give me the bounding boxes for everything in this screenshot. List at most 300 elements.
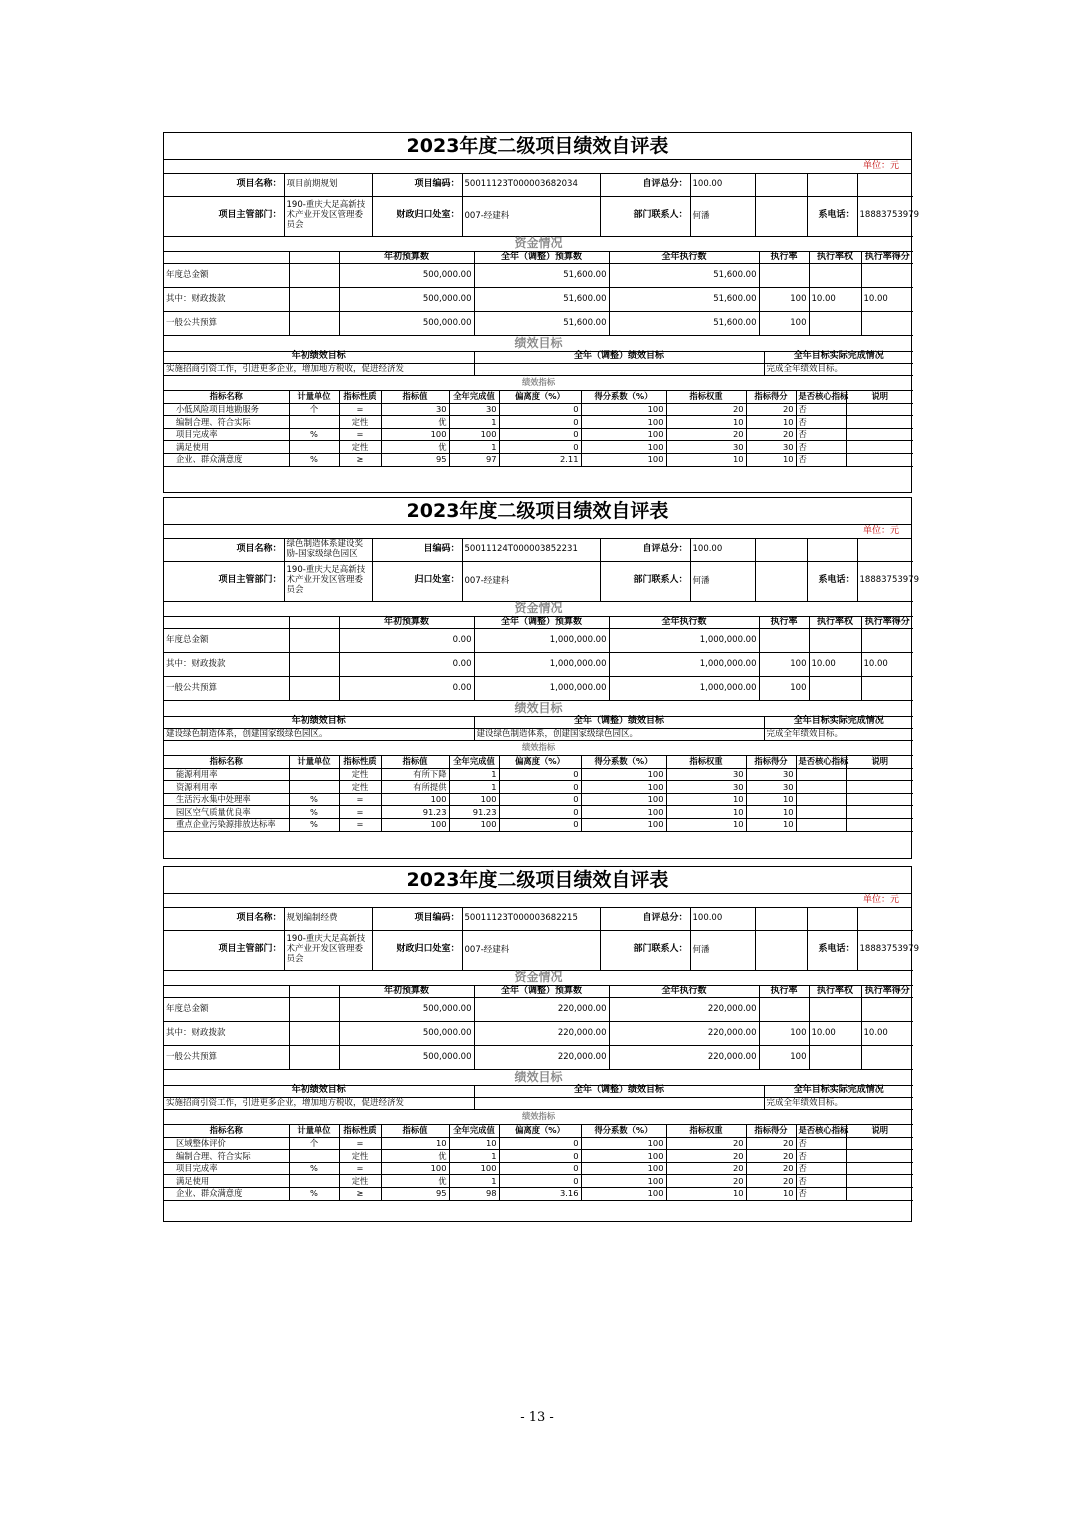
dept-value: 190-重庆大足高新技术产业开发区管理委员会	[284, 196, 372, 236]
table-row	[164, 403, 913, 416]
project-name-value: 规划编制经费	[284, 908, 372, 930]
indicator-cell	[796, 781, 846, 794]
indicator-header: 指标权重	[666, 1125, 746, 1138]
fund-executed: 1,000,000.00	[609, 677, 759, 701]
indicator-cell: 30	[381, 403, 449, 416]
goal-header: 全年目标实际完成情况	[764, 351, 913, 363]
indicator-cell	[289, 768, 339, 781]
section-indicators: 绩效指标	[164, 741, 913, 756]
indicator-cell: 0	[499, 441, 581, 454]
indicator-header: 计量单位	[289, 391, 339, 404]
indicator-cell: 有所提供	[381, 781, 449, 794]
fund-header: 全年（调整）预算数	[474, 986, 609, 998]
indicator-cell: %	[289, 428, 339, 441]
indicator-cell: ≥	[339, 453, 381, 466]
empty-cell	[807, 174, 857, 196]
indicator-cell: 优	[381, 441, 449, 454]
indicator-header: 指标性质	[339, 756, 381, 769]
indicator-cell: 10	[381, 1137, 449, 1150]
fund-weight: 10.00	[809, 1022, 861, 1046]
indicator-cell: 否	[796, 441, 846, 454]
goal-header: 年初绩效目标	[164, 716, 474, 728]
score-label: 自评总分：	[600, 539, 690, 561]
goal-initial: 实施招商引资工作，引进更多企业，增加地方税收，促进经济发	[164, 1097, 474, 1109]
indicator-cell: 98	[449, 1187, 499, 1200]
indicator-cell: 100	[581, 806, 666, 819]
fund-executed: 51,600.00	[609, 312, 759, 336]
indicator-cell: 有所下降	[381, 768, 449, 781]
funds-table	[164, 237, 913, 337]
fund-header: 执行率	[759, 252, 809, 264]
fund-header: 执行率	[759, 617, 809, 629]
fund-row-name: 年度总金额	[164, 629, 289, 653]
fund-initial: 0.00	[339, 629, 474, 653]
indicator-cell: 0	[499, 768, 581, 781]
fund-header: 年初预算数	[339, 986, 474, 998]
finance-label: 财政归口处室：	[372, 196, 462, 236]
fund-header: 执行率权	[809, 252, 861, 264]
finance-label: 财政归口处室：	[372, 930, 462, 970]
project-name-label: 项目名称：	[164, 174, 284, 196]
score-value: 100.00	[690, 908, 755, 930]
indicator-cell: 20	[746, 1150, 796, 1163]
table-row	[164, 793, 913, 806]
project-info-table	[164, 174, 919, 237]
indicator-cell: 0	[499, 1175, 581, 1188]
indicator-cell: 100	[449, 1162, 499, 1175]
indicator-cell: %	[289, 806, 339, 819]
fund-initial: 500,000.00	[339, 312, 474, 336]
indicator-cell: ≥	[339, 1187, 381, 1200]
section-indicators: 绩效指标	[164, 1110, 913, 1125]
indicator-cell	[289, 1175, 339, 1188]
fund-row-name: 其中：财政拨款	[164, 288, 289, 312]
finance-value: 007-经建科	[462, 561, 600, 601]
indicator-cell	[846, 1187, 913, 1200]
table-row	[164, 1137, 913, 1150]
indicators-table	[164, 741, 913, 832]
indicator-cell: 30	[666, 441, 746, 454]
indicator-cell: 编制合理、符合实际	[164, 1150, 289, 1163]
indicators-table	[164, 376, 913, 467]
table-row	[164, 1187, 913, 1200]
page-number: - 13 -	[520, 1410, 554, 1425]
indicator-cell: 满足使用	[164, 1175, 289, 1188]
indicator-cell: 1	[449, 768, 499, 781]
indicator-cell: 1	[449, 441, 499, 454]
goals-table	[164, 336, 913, 376]
goal-header: 全年目标实际完成情况	[764, 1085, 913, 1097]
fund-initial: 500,000.00	[339, 1046, 474, 1070]
goal-actual: 完成全年绩效目标。	[764, 1097, 913, 1109]
indicator-cell: 10	[666, 793, 746, 806]
indicator-cell: 项目完成率	[164, 1162, 289, 1175]
indicator-cell: 95	[381, 1187, 449, 1200]
fund-header: 全年执行数	[609, 252, 759, 264]
indicator-cell: 100	[381, 793, 449, 806]
fund-score	[861, 1046, 913, 1070]
form-title: 2023年度二级项目绩效自评表	[164, 867, 911, 894]
empty-cell	[807, 908, 857, 930]
fund-adjusted: 220,000.00	[474, 1022, 609, 1046]
indicator-cell: 企业、群众满意度	[164, 1187, 289, 1200]
indicator-cell: 否	[796, 453, 846, 466]
dept-label: 项目主管部门：	[164, 930, 284, 970]
finance-label: 归口处室：	[372, 561, 462, 601]
indicator-cell: 10	[449, 1137, 499, 1150]
fund-header: 执行率权	[809, 986, 861, 998]
fund-row-name: 一般公共预算	[164, 312, 289, 336]
fund-score	[861, 677, 913, 701]
fund-weight	[809, 629, 861, 653]
score-value: 100.00	[690, 539, 755, 561]
unit-label: 单位：元	[164, 160, 911, 174]
indicator-header: 指标得分	[746, 391, 796, 404]
empty-cell	[289, 998, 339, 1022]
fund-header: 全年（调整）预算数	[474, 617, 609, 629]
phone-label: 系电话：	[807, 561, 857, 601]
indicator-cell: 定性	[339, 416, 381, 429]
fund-weight: 10.00	[809, 288, 861, 312]
table-row	[164, 441, 913, 454]
indicator-cell: 95	[381, 453, 449, 466]
fund-rate: 100	[759, 288, 809, 312]
indicator-cell: 0	[499, 806, 581, 819]
indicator-cell: 0	[499, 416, 581, 429]
fund-executed: 220,000.00	[609, 1022, 759, 1046]
indicator-cell: 91.23	[381, 806, 449, 819]
indicator-cell	[846, 768, 913, 781]
indicator-cell	[846, 1175, 913, 1188]
indicator-cell	[289, 441, 339, 454]
fund-initial: 500,000.00	[339, 288, 474, 312]
indicator-cell: 100	[581, 441, 666, 454]
fund-score	[861, 264, 913, 288]
goals-table	[164, 701, 913, 741]
fund-row-name: 一般公共预算	[164, 1046, 289, 1070]
indicator-cell: %	[289, 1162, 339, 1175]
indicator-cell: 10	[666, 416, 746, 429]
fund-score	[861, 998, 913, 1022]
fund-header: 执行率	[759, 986, 809, 998]
empty-cell	[857, 539, 913, 561]
project-info-table	[164, 908, 919, 971]
goal-header: 全年目标实际完成情况	[764, 716, 913, 728]
fund-header: 年初预算数	[339, 617, 474, 629]
indicator-cell	[289, 1150, 339, 1163]
indicator-cell: 30	[666, 781, 746, 794]
contact-value: 何潘	[690, 561, 755, 601]
contact-label: 部门联系人：	[600, 561, 690, 601]
indicator-header: 指标权重	[666, 391, 746, 404]
fund-adjusted: 1,000,000.00	[474, 629, 609, 653]
empty-cell	[289, 629, 339, 653]
indicator-cell: =	[339, 403, 381, 416]
empty-cell	[755, 196, 807, 236]
indicator-cell: 20	[666, 403, 746, 416]
indicator-cell: 0	[499, 403, 581, 416]
evaluation-form	[163, 866, 919, 1222]
indicator-cell: %	[289, 818, 339, 831]
indicator-header: 得分系数（%）	[581, 1125, 666, 1138]
indicator-cell: 重点企业污染源排放达标率	[164, 818, 289, 831]
indicator-cell: 0	[499, 818, 581, 831]
indicator-cell: 100	[449, 793, 499, 806]
fund-row-name: 其中：财政拨款	[164, 1022, 289, 1046]
table-row	[164, 1150, 913, 1163]
indicator-cell: 0	[499, 1137, 581, 1150]
indicator-header: 计量单位	[289, 756, 339, 769]
form-title: 2023年度二级项目绩效自评表	[164, 133, 911, 160]
project-name-label: 项目名称：	[164, 908, 284, 930]
indicator-header: 偏离度（%）	[499, 1125, 581, 1138]
section-goals: 绩效目标	[164, 336, 913, 351]
section-indicators: 绩效指标	[164, 376, 913, 391]
fund-header: 全年执行数	[609, 986, 759, 998]
indicator-cell: 0	[499, 428, 581, 441]
contact-label: 部门联系人：	[600, 930, 690, 970]
empty-cell	[164, 252, 289, 264]
section-funds: 资金情况	[164, 237, 913, 252]
indicator-cell: 10	[666, 1187, 746, 1200]
indicator-header: 指标名称	[164, 1125, 289, 1138]
fund-header: 执行率得分	[861, 252, 913, 264]
goal-initial: 建设绿色制造体系，创建国家级绿色园区。	[164, 728, 474, 740]
indicator-cell: 100	[581, 1175, 666, 1188]
fund-rate: 100	[759, 653, 809, 677]
indicator-cell: 小低风险项目地勘服务	[164, 403, 289, 416]
fund-executed: 220,000.00	[609, 998, 759, 1022]
indicator-cell	[846, 1162, 913, 1175]
indicator-cell: 100	[581, 403, 666, 416]
indicator-header: 说明	[846, 391, 913, 404]
fund-score: 10.00	[861, 288, 913, 312]
indicator-cell	[846, 403, 913, 416]
fund-adjusted: 220,000.00	[474, 998, 609, 1022]
goal-header: 全年（调整）绩效目标	[474, 1085, 764, 1097]
indicator-header: 指标名称	[164, 756, 289, 769]
indicator-cell: 100	[581, 793, 666, 806]
indicator-header: 说明	[846, 756, 913, 769]
empty-cell	[857, 908, 913, 930]
indicator-cell: 定性	[339, 1175, 381, 1188]
indicator-header: 计量单位	[289, 1125, 339, 1138]
fund-weight: 10.00	[809, 653, 861, 677]
indicator-cell: =	[339, 806, 381, 819]
fund-weight	[809, 998, 861, 1022]
fund-rate	[759, 264, 809, 288]
dept-label: 项目主管部门：	[164, 196, 284, 236]
fund-initial: 500,000.00	[339, 1022, 474, 1046]
indicator-cell: 10	[666, 806, 746, 819]
empty-cell	[289, 1022, 339, 1046]
dept-label: 项目主管部门：	[164, 561, 284, 601]
fund-rate: 100	[759, 312, 809, 336]
indicator-cell: 企业、群众满意度	[164, 453, 289, 466]
goal-initial: 实施招商引资工作，引进更多企业，增加地方税收，促进经济发	[164, 363, 474, 375]
fund-row-name: 其中：财政拨款	[164, 653, 289, 677]
indicator-cell: 20	[666, 1150, 746, 1163]
goal-adjusted: 建设绿色制造体系，创建国家级绿色园区。	[474, 728, 764, 740]
indicator-cell: 100	[581, 428, 666, 441]
empty-cell	[289, 288, 339, 312]
indicator-cell: 20	[746, 1137, 796, 1150]
indicator-header: 是否核心指标	[796, 1125, 846, 1138]
indicator-cell: 否	[796, 403, 846, 416]
indicator-cell: 0	[499, 781, 581, 794]
fund-adjusted: 1,000,000.00	[474, 677, 609, 701]
indicator-cell	[846, 1150, 913, 1163]
indicator-cell: 100	[581, 781, 666, 794]
indicator-cell: 10	[746, 1187, 796, 1200]
indicator-cell: 100	[581, 1137, 666, 1150]
fund-score	[861, 312, 913, 336]
indicator-header: 是否核心指标	[796, 391, 846, 404]
indicator-header: 指标权重	[666, 756, 746, 769]
indicator-header: 偏离度（%）	[499, 391, 581, 404]
fund-rate	[759, 629, 809, 653]
indicator-cell: 100	[381, 1162, 449, 1175]
project-code-value: 50011123T000003682215	[462, 908, 600, 930]
fund-executed: 1,000,000.00	[609, 629, 759, 653]
empty-cell	[289, 252, 339, 264]
indicator-cell	[846, 781, 913, 794]
empty-cell	[755, 561, 807, 601]
indicator-cell: 2.11	[499, 453, 581, 466]
indicator-cell: 个	[289, 403, 339, 416]
indicator-cell: 否	[796, 1137, 846, 1150]
indicator-cell: 10	[666, 453, 746, 466]
indicator-cell: 3.16	[499, 1187, 581, 1200]
indicator-cell: 否	[796, 428, 846, 441]
indicator-cell: 否	[796, 416, 846, 429]
indicator-cell	[796, 793, 846, 806]
fund-header: 执行率得分	[861, 617, 913, 629]
indicator-header: 指标名称	[164, 391, 289, 404]
fund-executed: 51,600.00	[609, 264, 759, 288]
indicator-cell: =	[339, 818, 381, 831]
fund-score	[861, 629, 913, 653]
indicator-header: 指标性质	[339, 391, 381, 404]
table-row	[164, 428, 913, 441]
project-code-label: 目编码：	[372, 539, 462, 561]
section-funds: 资金情况	[164, 971, 913, 986]
table-row	[164, 818, 913, 831]
indicator-cell: 否	[796, 1175, 846, 1188]
indicator-cell: 优	[381, 1150, 449, 1163]
indicator-cell: 20	[746, 1162, 796, 1175]
indicator-cell: 0	[499, 1162, 581, 1175]
indicator-header: 得分系数（%）	[581, 391, 666, 404]
goal-actual: 完成全年绩效目标。	[764, 728, 913, 740]
fund-rate: 100	[759, 1046, 809, 1070]
indicator-cell: 91.23	[449, 806, 499, 819]
empty-cell	[857, 174, 913, 196]
goal-actual: 完成全年绩效目标。	[764, 363, 913, 375]
project-code-value: 50011124T000003852231	[462, 539, 600, 561]
indicator-header: 指标性质	[339, 1125, 381, 1138]
fund-header: 执行率得分	[861, 986, 913, 998]
empty-cell	[289, 986, 339, 998]
indicator-cell	[289, 416, 339, 429]
indicator-cell: 10	[746, 453, 796, 466]
phone-label: 系电话：	[807, 196, 857, 236]
empty-cell	[289, 264, 339, 288]
indicator-cell: 0	[499, 793, 581, 806]
fund-adjusted: 51,600.00	[474, 312, 609, 336]
finance-value: 007-经建科	[462, 930, 600, 970]
project-code-label: 项目编码：	[372, 908, 462, 930]
form-title: 2023年度二级项目绩效自评表	[164, 498, 911, 525]
table-row	[164, 1175, 913, 1188]
project-code-value: 50011123T000003682034	[462, 174, 600, 196]
indicator-cell: 0	[499, 1150, 581, 1163]
indicator-cell: 10	[746, 416, 796, 429]
goals-table	[164, 1070, 913, 1110]
section-funds: 资金情况	[164, 602, 913, 617]
indicator-cell: 项目完成率	[164, 428, 289, 441]
indicator-cell: 30	[666, 768, 746, 781]
goal-header: 年初绩效目标	[164, 1085, 474, 1097]
indicator-cell	[796, 806, 846, 819]
indicator-cell: 生活污水集中处理率	[164, 793, 289, 806]
indicator-cell: 个	[289, 1137, 339, 1150]
empty-cell	[755, 908, 807, 930]
empty-cell	[164, 986, 289, 998]
table-row	[164, 453, 913, 466]
indicator-cell: =	[339, 793, 381, 806]
indicator-cell: 20	[666, 1175, 746, 1188]
indicator-cell: %	[289, 1187, 339, 1200]
fund-rate	[759, 998, 809, 1022]
dept-value: 190-重庆大足高新技术产业开发区管理委员会	[284, 930, 372, 970]
fund-header: 年初预算数	[339, 252, 474, 264]
empty-cell	[755, 539, 807, 561]
indicator-cell: 满足使用	[164, 441, 289, 454]
empty-cell	[164, 617, 289, 629]
indicator-cell: 20	[746, 1175, 796, 1188]
indicator-header: 全年完成值	[449, 1125, 499, 1138]
section-goals: 绩效目标	[164, 701, 913, 716]
fund-row-name: 年度总金额	[164, 264, 289, 288]
indicator-cell: 100	[581, 818, 666, 831]
indicator-cell: 97	[449, 453, 499, 466]
fund-adjusted: 220,000.00	[474, 1046, 609, 1070]
table-row	[164, 768, 913, 781]
fund-executed: 220,000.00	[609, 1046, 759, 1070]
indicator-cell	[846, 1137, 913, 1150]
fund-score: 10.00	[861, 1022, 913, 1046]
fund-initial: 500,000.00	[339, 264, 474, 288]
project-name-value: 项目前期规划	[284, 174, 372, 196]
evaluation-form	[163, 497, 919, 859]
fund-weight	[809, 1046, 861, 1070]
indicator-header: 指标得分	[746, 756, 796, 769]
indicator-cell: 定性	[339, 781, 381, 794]
phone-label: 系电话：	[807, 930, 857, 970]
empty-cell	[289, 653, 339, 677]
indicator-cell: 30	[746, 441, 796, 454]
goal-header: 全年（调整）绩效目标	[474, 351, 764, 363]
section-goals: 绩效目标	[164, 1070, 913, 1085]
indicator-cell: 100	[449, 428, 499, 441]
contact-value: 何潘	[690, 196, 755, 236]
fund-adjusted: 1,000,000.00	[474, 653, 609, 677]
phone-value: 18883753979	[857, 930, 913, 970]
indicator-cell: 20	[666, 1162, 746, 1175]
project-code-label: 项目编码：	[372, 174, 462, 196]
indicator-cell: 100	[581, 416, 666, 429]
